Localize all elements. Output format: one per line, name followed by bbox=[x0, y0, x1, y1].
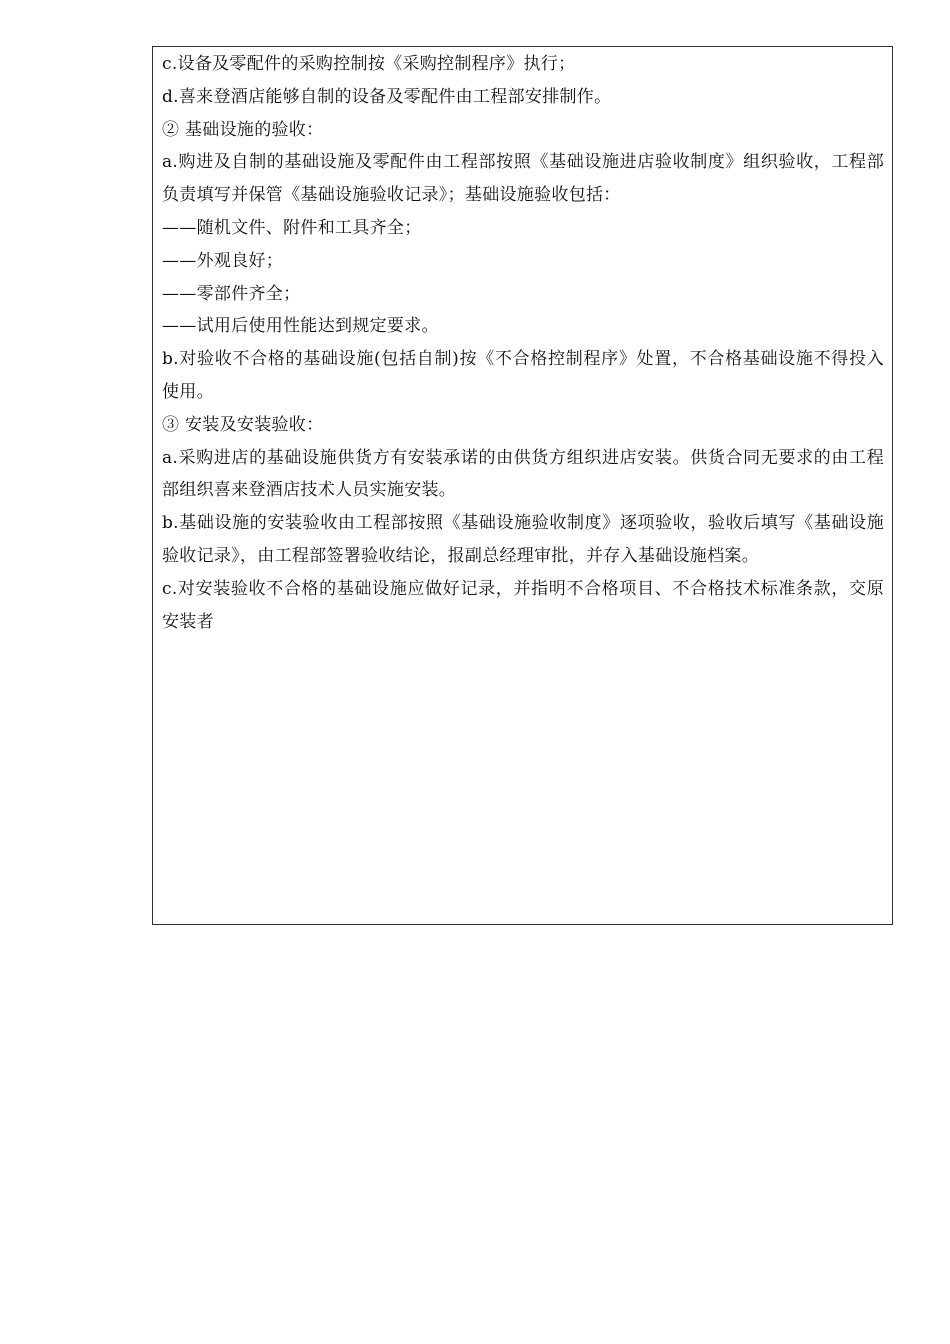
paragraph: a.购进及自制的基础设施及零配件由工程部按照《基础设施进店验收制度》组织验收，工程部负责填写并保管《基础设施验收记录》；基础设施验收包括： bbox=[162, 152, 884, 206]
paragraph: d.喜来登酒店能够自制的设备及零配件由工程部安排制作。 bbox=[162, 86, 612, 107]
list-item: ——零部件齐全； bbox=[162, 283, 301, 304]
section-heading: ② 基础设施的验收： bbox=[162, 119, 324, 140]
list-item: ——随机文件、附件和工具齐全； bbox=[162, 217, 422, 238]
section-heading: ③ 安装及安装验收： bbox=[162, 414, 324, 435]
paragraph: c.对安装验收不合格的基础设施应做好记录，并指明不合格项目、不合格技术标准条款，交原安装者 bbox=[162, 578, 884, 632]
paragraph: c.设备及零配件的采购控制按《采购控制程序》执行； bbox=[162, 54, 576, 74]
list-item: ——试用后使用性能达到规定要求。 bbox=[162, 316, 439, 337]
paragraph: a.采购进店的基础设施供货方有安装承诺的由供货方组织进店安装。供货合同无要求的由工程部组织喜来登酒店技术人员实施安装。 bbox=[162, 447, 884, 501]
list-item: ——外观良好； bbox=[162, 250, 284, 271]
document-body bbox=[153, 47, 892, 638]
paragraph: b.基础设施的安装验收由工程部按照《基础设施验收制度》逐项验收，验收后填写《基础设施验收记录》，由工程部签署验收结论，报副总经理审批，并存入基础设施档案。 bbox=[162, 513, 884, 566]
document-table-cell bbox=[152, 46, 893, 925]
paragraph: b.对验收不合格的基础设施(包括自制)按《不合格控制程序》处置，不合格基础设施不得投入使用。 bbox=[162, 349, 884, 402]
